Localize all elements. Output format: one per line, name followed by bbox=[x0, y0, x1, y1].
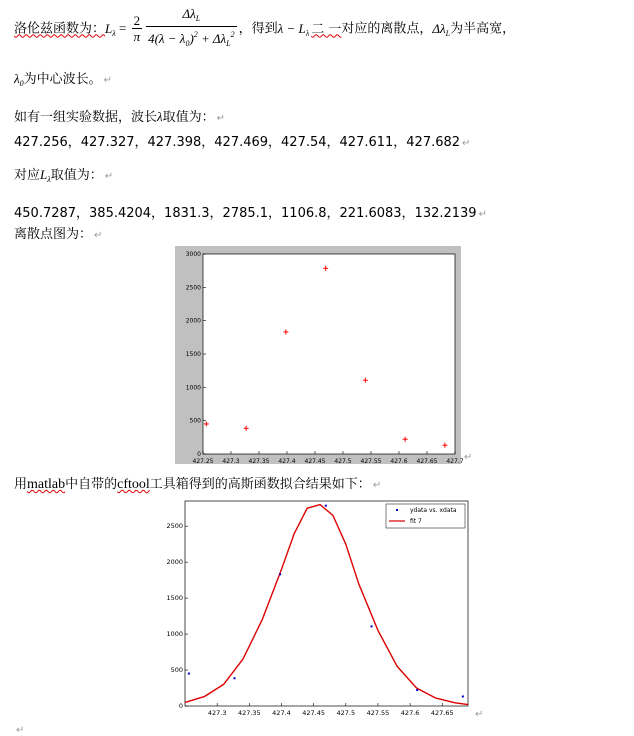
x-tick-label: 427.3 bbox=[222, 458, 240, 465]
x-tick-label: 427.5 bbox=[336, 709, 356, 717]
data-intro-text: 如有一组实验数据，波长 bbox=[14, 110, 158, 125]
formula-pair-dash: 二 一 bbox=[311, 21, 342, 37]
return-mark: ↵ bbox=[94, 230, 103, 241]
x-tick-label: 427.6 bbox=[400, 709, 420, 717]
data-point bbox=[234, 677, 236, 679]
x-tick-label: 427.65 bbox=[430, 709, 454, 717]
y-tick-label: 3000 bbox=[185, 251, 201, 258]
data-point bbox=[371, 625, 373, 627]
fit-caption-line bbox=[14, 473, 381, 493]
center-line bbox=[14, 68, 112, 88]
formula-lhs: $L_\lambda$ bbox=[105, 20, 116, 38]
y-tick-label: 1500 bbox=[166, 594, 183, 603]
y-tick-label: 500 bbox=[189, 417, 201, 425]
scatter-caption: 离散点图为： bbox=[14, 227, 93, 242]
lambda-symbol: λ bbox=[157, 109, 163, 124]
x-tick-label: 427.35 bbox=[248, 458, 270, 465]
l-intro-text: 对应 bbox=[14, 168, 41, 183]
center-symbol: $\lambda_0$ bbox=[14, 71, 24, 88]
l-symbol: $L_\lambda$ bbox=[40, 167, 51, 184]
x-tick-label: 427.6 bbox=[390, 458, 408, 465]
x-tick-label: 427.25 bbox=[192, 458, 214, 465]
legend-marker-data bbox=[396, 509, 398, 511]
x-tick-label: 427.45 bbox=[302, 709, 326, 717]
return-mark: ↵ bbox=[216, 113, 226, 124]
fit-caption-c: 中自带的 bbox=[65, 477, 118, 492]
return-mark: ↵ bbox=[104, 171, 114, 182]
return-mark: ↵ bbox=[475, 709, 484, 720]
lambda-values: 427.256，427.327，427.398，427.469，427.54，427.611，427.682 bbox=[14, 135, 461, 150]
center-desc: 为中心波长。 bbox=[23, 72, 102, 87]
plot-area bbox=[203, 254, 455, 454]
scatter-plot bbox=[175, 246, 464, 465]
l-intro-end: 取值为： bbox=[50, 168, 103, 183]
y-tick-label: 500 bbox=[170, 666, 183, 675]
formula-after: ，得到 bbox=[238, 21, 278, 37]
halfwidth-symbol: $\Delta\lambda_L$ bbox=[432, 20, 451, 38]
data-point bbox=[325, 505, 327, 507]
x-tick-label: 427.65 bbox=[416, 458, 438, 465]
x-tick-label: 427.5 bbox=[334, 458, 352, 465]
formula-desc: 对应的离散点， bbox=[341, 21, 433, 37]
lambda-values-line bbox=[14, 131, 470, 150]
data-point bbox=[416, 689, 418, 691]
return-mark: ↵ bbox=[372, 480, 382, 491]
y-tick-label: 0 bbox=[178, 702, 183, 710]
y-tick-label: 2000 bbox=[166, 558, 183, 567]
x-tick-label: 427.4 bbox=[278, 458, 296, 465]
halfwidth-desc: 为半高宽， bbox=[450, 21, 516, 37]
fraction-lorentz: $\frac{\Delta\lambda_L}{4(\lambda - \lambda_0)^2 + \Delta\lambda_L^2}$ bbox=[148, 6, 235, 48]
formula-pair: $\lambda - L_\lambda$ bbox=[277, 20, 310, 38]
x-tick-label: 427.4 bbox=[272, 709, 291, 717]
return-mark: ↵ bbox=[462, 138, 471, 149]
return-mark: ↵ bbox=[478, 209, 487, 220]
x-tick-label: 427.55 bbox=[366, 709, 390, 717]
y-tick-label: 1000 bbox=[185, 384, 201, 392]
y-tick-label: 2000 bbox=[185, 317, 201, 325]
return-mark: ↵ bbox=[16, 725, 25, 736]
legend bbox=[386, 504, 465, 528]
y-tick-label: 2500 bbox=[166, 522, 183, 531]
y-tick-label: 2500 bbox=[185, 284, 201, 292]
x-tick-label: 427.7 bbox=[446, 458, 464, 465]
fit-figure bbox=[165, 497, 470, 719]
x-tick-label: 427.35 bbox=[237, 709, 261, 717]
scatter-caption-line bbox=[14, 223, 102, 242]
x-tick-label: 427.45 bbox=[304, 458, 326, 465]
data-intro-end: 取值为： bbox=[162, 110, 215, 125]
l-intro-line bbox=[14, 164, 113, 184]
return-mark: ↵ bbox=[464, 452, 473, 463]
fraction-2-over-pi: $\frac{2}{\pi}$ bbox=[133, 13, 141, 44]
scatter-figure bbox=[175, 246, 464, 465]
l-values-line bbox=[14, 202, 487, 221]
legend-label-fit: fit 7 bbox=[410, 518, 422, 525]
fit-plot bbox=[165, 497, 470, 719]
fit-caption-matlab: matlab bbox=[27, 477, 66, 492]
fit-caption-a: 用 bbox=[14, 477, 28, 492]
data-point bbox=[188, 673, 190, 675]
plot-area bbox=[185, 501, 468, 706]
return-mark: ↵ bbox=[103, 75, 113, 86]
x-tick-label: 427.55 bbox=[360, 458, 382, 465]
y-tick-label: 1500 bbox=[185, 351, 201, 358]
data-point bbox=[462, 695, 464, 697]
data-intro-line bbox=[14, 106, 225, 125]
data-point bbox=[279, 573, 281, 575]
formula-intro: 洛伦兹函数为： bbox=[14, 21, 106, 37]
y-tick-label: 0 bbox=[197, 451, 201, 458]
y-tick-label: 1000 bbox=[166, 630, 183, 639]
x-tick-label: 427.3 bbox=[207, 709, 227, 717]
formula-line bbox=[14, 6, 515, 48]
equals-sign: = bbox=[115, 20, 130, 36]
legend-label-data: ydata vs. xdata bbox=[410, 507, 457, 514]
fit-caption-cftool: cftool bbox=[117, 477, 150, 492]
l-values: 450.7287，385.4204，1831.3，2785.1，1106.8，221.6083，132.2139 bbox=[14, 206, 477, 221]
fit-caption-e: 工具箱得到的高斯函数拟合结果如下： bbox=[149, 477, 371, 492]
